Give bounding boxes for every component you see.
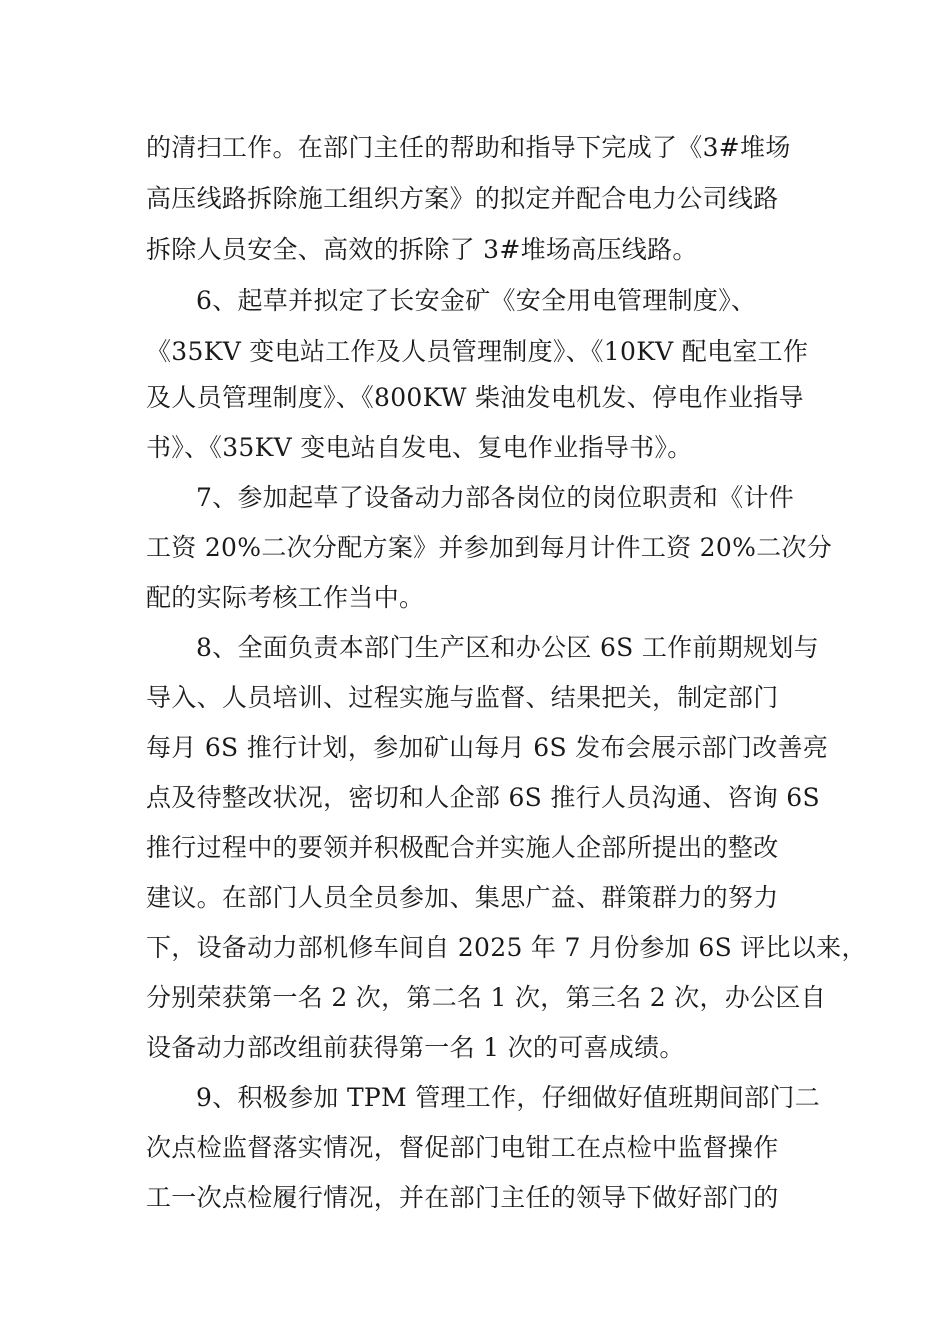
text-line: 高压线路拆除施工组织方案》的拟定并配合电力公司线路 — [146, 184, 779, 213]
text-line: 的清扫工作。在部门主任的帮助和指导下完成了《3#堆场 — [146, 133, 791, 162]
text-line: 每月 6S 推行计划，参加矿山每月 6S 发布会展示部门改善亮 — [146, 733, 829, 762]
text-line: 分别荣获第一名 2 次，第二名 1 次，第三名 2 次，办公区自 — [146, 983, 826, 1012]
text-line: 导入、人员培训、过程实施与监督、结果把关，制定部门 — [146, 683, 779, 712]
text-line: 配的实际考核工作当中。 — [146, 583, 425, 612]
text-line: 建议。在部门人员全员参加、集思广益、群策群力的努力 — [146, 883, 779, 912]
text-line: 点及待整改状况，密切和人企部 6S 推行人员沟通、咨询 6S — [146, 783, 820, 812]
paragraph-6-start: 6、起草并拟定了长安金矿《安全用电管理制度》、 — [196, 286, 757, 315]
text-line: 下，设备动力部机修车间自 2025 年 7 月份参加 6S 评比以来， — [146, 933, 867, 962]
paragraph-7-start: 7、参加起草了设备动力部各岗位的岗位职责和《计件 — [196, 483, 795, 512]
text-line: 书》、《35KV 变电站自发电、复电作业指导书》。 — [146, 433, 693, 462]
text-line: 次点检监督落实情况，督促部门电钳工在点检中监督操作 — [146, 1133, 779, 1162]
paragraph-9-start: 9、积极参加 TPM 管理工作，仔细做好值班期间部门二 — [196, 1083, 820, 1112]
text-line: 《35KV 变电站工作及人员管理制度》、《10KV 配电室工作 — [146, 337, 809, 366]
text-line: 设备动力部改组前获得第一名 1 次的可喜成绩。 — [146, 1033, 685, 1062]
text-line: 工资 20%二次分配方案》并参加到每月计件工资 20%二次分 — [146, 533, 833, 562]
text-line: 拆除人员安全、高效的拆除了 3#堆场高压线路。 — [146, 235, 698, 264]
text-line: 推行过程中的要领并积极配合并实施人企部所提出的整改 — [146, 833, 779, 862]
paragraph-8-start: 8、全面负责本部门生产区和办公区 6S 工作前期规划与 — [196, 633, 819, 662]
text-line: 及人员管理制度》、《800KW 柴油发电机发、停电作业指导 — [146, 383, 804, 412]
text-line: 工一次点检履行情况，并在部门主任的领导下做好部门的 — [146, 1183, 779, 1212]
